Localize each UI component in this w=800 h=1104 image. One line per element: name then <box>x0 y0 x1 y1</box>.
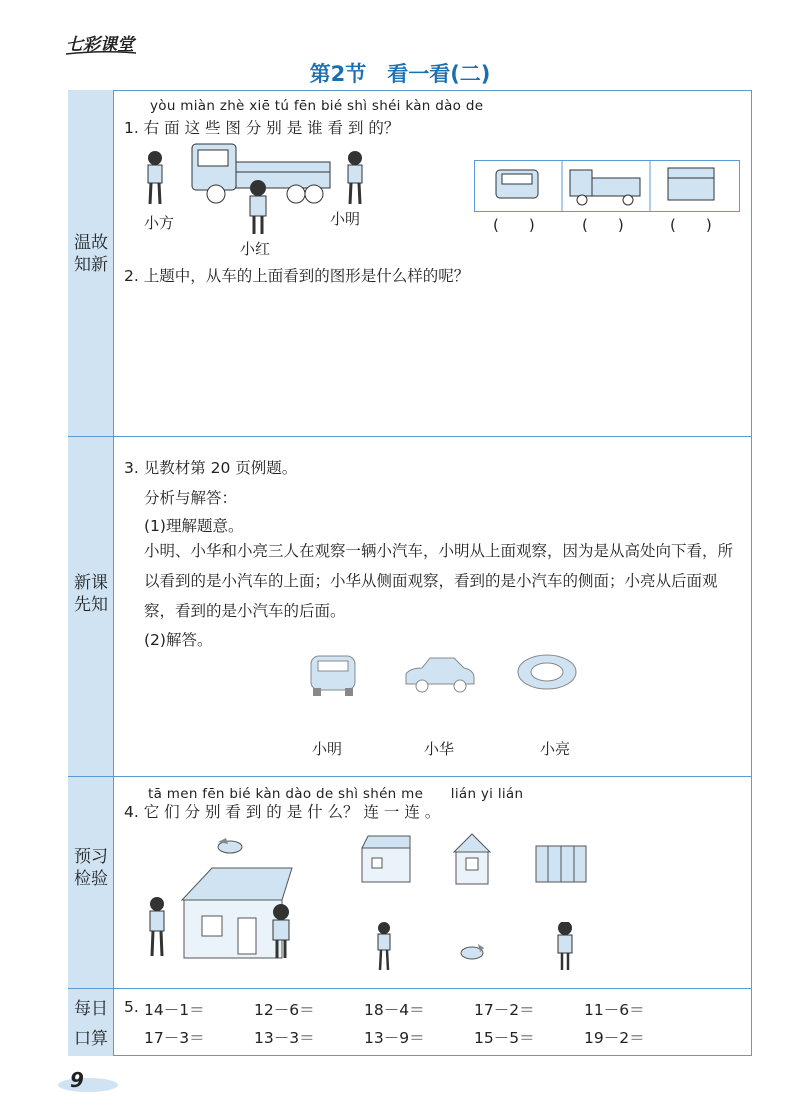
logo-underline <box>66 50 136 56</box>
q2-text: 2. 上题中，从车的上面看到的图形是什么样的呢？ <box>124 267 470 285</box>
q3-line2: 分析与解答： <box>144 489 238 507</box>
math-r1-c2: 12－6＝ <box>254 1001 315 1019</box>
car-name-xiaoliang: 小亮 <box>540 740 571 758</box>
math-r1-c3: 18－4＝ <box>364 1001 425 1019</box>
car-top-view <box>308 652 358 698</box>
math-r2-c4: 15－5＝ <box>474 1029 535 1047</box>
q3-paragraph: 小明、小华和小亮三人在观察一辆小汽车，小明从上面观察，因为是从高处向下看，所以看到的是小汽车的上面；小华从侧面观察，看到的是小汽车的侧面；小亮从后面观察，看到的是小汽车的后面。 <box>144 542 734 620</box>
divider-3 <box>68 988 752 989</box>
q4-text: 4. 它 们 分 别 看 到 的 是 什 么？ 连 一 连 。 <box>124 803 441 821</box>
car-side-view <box>402 654 478 694</box>
kid-right-illustration <box>268 904 294 960</box>
house-top-view <box>534 844 588 884</box>
math-r2-c2: 13－3＝ <box>254 1029 315 1047</box>
name-xiaoming: 小明 <box>330 210 361 228</box>
answer-blank-3[interactable]: ( ) <box>670 216 712 234</box>
section-label-practice: 预习检验 <box>74 847 108 889</box>
car-name-xiaohua: 小华 <box>424 740 455 758</box>
bird-icon <box>214 836 248 856</box>
brand-logo: 七彩课堂 <box>66 35 134 55</box>
math-r1-c4: 17－2＝ <box>474 1001 535 1019</box>
house-front-view <box>452 832 492 886</box>
q3-line3: (1)理解题意。 <box>144 517 244 535</box>
car-rear-view <box>516 652 578 692</box>
kid-left-illustration <box>144 896 170 958</box>
math-r2-c3: 13－9＝ <box>364 1029 425 1047</box>
math-r2-c5: 19－2＝ <box>584 1029 645 1047</box>
q5-label: 5. <box>124 998 139 1016</box>
bird-small-icon <box>458 942 488 962</box>
answer-blank-2[interactable]: ( ) <box>582 216 624 234</box>
q3-line1: 3. 见教材第 20 页例题。 <box>124 459 298 477</box>
page-number-swoosh <box>58 1078 118 1092</box>
name-xiaofang: 小方 <box>144 214 175 232</box>
car-name-xiaoming: 小明 <box>312 740 343 758</box>
kid-xiaoming-illustration <box>342 150 368 206</box>
kid-xiaofang-illustration <box>142 150 168 206</box>
section-title: 第2节 看一看(二) <box>309 62 491 86</box>
page-number: 9 <box>70 1068 84 1092</box>
q1-text: 1. 右 面 这 些 图 分 别 是 谁 看 到 的？ <box>124 119 400 137</box>
math-r2-c1: 17－3＝ <box>144 1029 205 1047</box>
kid-small-right <box>554 922 576 972</box>
house-side-view <box>360 834 412 884</box>
q4-pinyin: tā men fēn bié kàn dào de shì shén me lián yi lián <box>148 786 524 802</box>
math-r1-c5: 11－6＝ <box>584 1001 645 1019</box>
name-xiaohong: 小红 <box>240 240 271 258</box>
section-label-preview: 新课先知 <box>74 573 108 615</box>
kid-xiaohong-illustration <box>245 180 271 236</box>
answer-blank-1[interactable]: ( ) <box>493 216 535 234</box>
divider-2 <box>68 776 752 777</box>
q3-line4: (2)解答。 <box>144 631 213 649</box>
truck-views-panel <box>474 160 740 212</box>
divider-1 <box>68 436 752 437</box>
kid-small-left <box>374 922 394 972</box>
section-label-mental-math: 每日口算 <box>74 999 108 1049</box>
q1-pinyin: yòu miàn zhè xiē tú fēn bié shì shéi kàn dào de <box>150 98 484 114</box>
section-label-review: 温故知新 <box>74 233 108 275</box>
math-r1-c1: 14－1＝ <box>144 1001 205 1019</box>
